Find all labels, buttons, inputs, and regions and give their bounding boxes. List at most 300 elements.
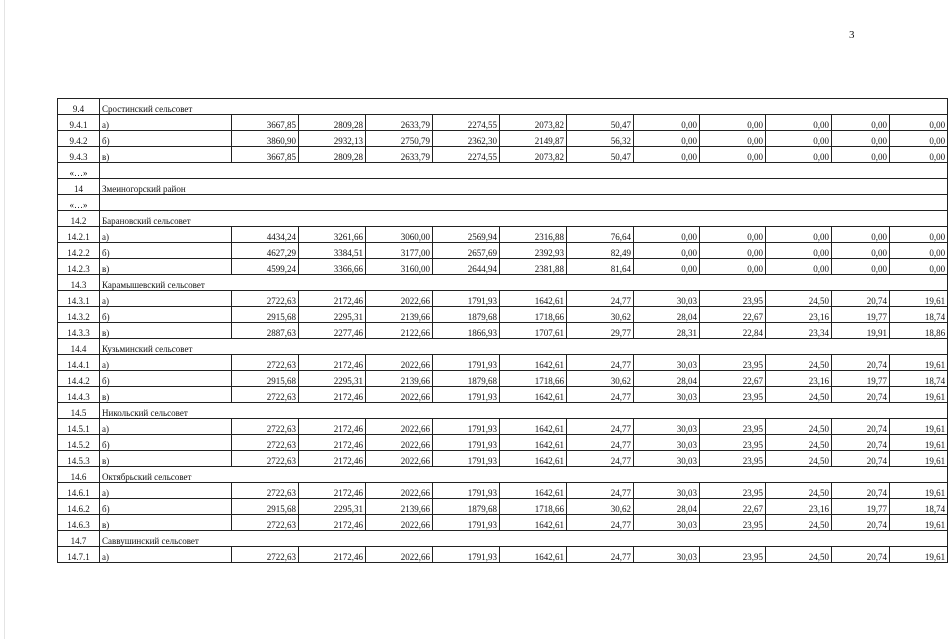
value-cell: 2295,31 <box>299 371 366 387</box>
value-cell: 0,00 <box>634 259 700 275</box>
value-cell: 30,03 <box>634 515 700 531</box>
value-cell: 1642,61 <box>500 355 567 371</box>
section-title: Кузьминский сельсовет <box>100 339 948 355</box>
value-cell: 23,16 <box>766 307 832 323</box>
value-cell: 2022,66 <box>366 515 433 531</box>
value-cell: 30,03 <box>634 291 700 307</box>
value-cell: 23,95 <box>700 419 766 435</box>
value-cell: 30,03 <box>634 387 700 403</box>
section-row <box>58 339 948 355</box>
value-cell: 81,64 <box>567 259 634 275</box>
value-cell: 2022,66 <box>366 355 433 371</box>
section-row <box>58 403 948 419</box>
row-code: 14.2.1 <box>58 227 100 243</box>
value-cell: 1791,93 <box>433 547 500 563</box>
value-cell: 20,74 <box>832 387 890 403</box>
value-cell: 20,74 <box>832 547 890 563</box>
row-code: 14.7 <box>58 531 100 547</box>
value-cell: 2022,66 <box>366 435 433 451</box>
value-cell: 19,61 <box>890 451 948 467</box>
row-code: «…» <box>58 163 100 179</box>
value-cell: 2915,68 <box>232 307 299 323</box>
value-cell: 2633,79 <box>366 115 433 131</box>
table-row <box>58 387 948 403</box>
value-cell: 2172,46 <box>299 483 366 499</box>
value-cell: 2022,66 <box>366 451 433 467</box>
row-code: 14.3.2 <box>58 307 100 323</box>
row-label: а) <box>100 547 232 563</box>
value-cell: 2633,79 <box>366 147 433 163</box>
table-row <box>58 323 948 339</box>
value-cell: 2887,63 <box>232 323 299 339</box>
value-cell: 18,74 <box>890 371 948 387</box>
value-cell: 1879,68 <box>433 371 500 387</box>
value-cell: 2932,13 <box>299 131 366 147</box>
value-cell: 50,47 <box>567 147 634 163</box>
row-label: б) <box>100 307 232 323</box>
value-cell: 20,74 <box>832 451 890 467</box>
value-cell: 23,95 <box>700 515 766 531</box>
value-cell: 24,77 <box>567 483 634 499</box>
row-code: 14.2.3 <box>58 259 100 275</box>
value-cell: 2172,46 <box>299 547 366 563</box>
value-cell: 1642,61 <box>500 547 567 563</box>
value-cell: 30,03 <box>634 547 700 563</box>
value-cell: 0,00 <box>890 243 948 259</box>
value-cell: 1866,93 <box>433 323 500 339</box>
row-code: 14.4.3 <box>58 387 100 403</box>
value-cell: 24,77 <box>567 547 634 563</box>
value-cell: 2022,66 <box>366 483 433 499</box>
value-cell: 4599,24 <box>232 259 299 275</box>
section-title: Барановский сельсовет <box>100 211 948 227</box>
row-code: 14.6.3 <box>58 515 100 531</box>
value-cell: 24,77 <box>567 387 634 403</box>
value-cell: 0,00 <box>832 147 890 163</box>
value-cell: 1791,93 <box>433 435 500 451</box>
row-code: 9.4.3 <box>58 147 100 163</box>
value-cell: 24,77 <box>567 451 634 467</box>
value-cell: 30,03 <box>634 435 700 451</box>
value-cell: 19,77 <box>832 307 890 323</box>
value-cell: 28,04 <box>634 307 700 323</box>
value-cell: 0,00 <box>832 131 890 147</box>
row-code: 14.5.1 <box>58 419 100 435</box>
value-cell: 0,00 <box>700 147 766 163</box>
row-code: 14.5.2 <box>58 435 100 451</box>
value-cell: 2139,66 <box>366 499 433 515</box>
section-row <box>58 99 948 115</box>
value-cell: 3667,85 <box>232 147 299 163</box>
value-cell: 0,00 <box>634 115 700 131</box>
value-cell: 3860,90 <box>232 131 299 147</box>
value-cell: 3177,00 <box>366 243 433 259</box>
value-cell: 0,00 <box>634 227 700 243</box>
value-cell: 1642,61 <box>500 387 567 403</box>
value-cell: 24,50 <box>766 355 832 371</box>
value-cell: 24,77 <box>567 419 634 435</box>
value-cell: 19,77 <box>832 499 890 515</box>
value-cell: 3060,00 <box>366 227 433 243</box>
value-cell: 2722,63 <box>232 515 299 531</box>
section-row <box>58 179 948 195</box>
table-row <box>58 451 948 467</box>
table-row <box>58 243 948 259</box>
value-cell: 30,62 <box>567 371 634 387</box>
value-cell: 19,61 <box>890 419 948 435</box>
row-code: 14.5.3 <box>58 451 100 467</box>
row-label: в) <box>100 323 232 339</box>
value-cell: 1718,66 <box>500 499 567 515</box>
row-code: 14.3.3 <box>58 323 100 339</box>
value-cell: 23,95 <box>700 435 766 451</box>
value-cell: 1707,61 <box>500 323 567 339</box>
value-cell: 2022,66 <box>366 419 433 435</box>
value-cell: 1879,68 <box>433 499 500 515</box>
value-cell: 30,62 <box>567 307 634 323</box>
tariff-table <box>57 98 948 563</box>
value-cell: 1791,93 <box>433 419 500 435</box>
row-label: в) <box>100 147 232 163</box>
value-cell: 56,32 <box>567 131 634 147</box>
value-cell: 2295,31 <box>299 307 366 323</box>
value-cell: 1791,93 <box>433 451 500 467</box>
row-code: 14.3.1 <box>58 291 100 307</box>
value-cell: 2915,68 <box>232 499 299 515</box>
value-cell: 0,00 <box>890 259 948 275</box>
value-cell: 30,03 <box>634 483 700 499</box>
table-row <box>58 115 948 131</box>
value-cell: 1642,61 <box>500 419 567 435</box>
value-cell: 0,00 <box>766 259 832 275</box>
value-cell: 19,61 <box>890 355 948 371</box>
value-cell: 24,77 <box>567 435 634 451</box>
value-cell: 2172,46 <box>299 435 366 451</box>
value-cell: 24,77 <box>567 515 634 531</box>
value-cell: 2809,28 <box>299 147 366 163</box>
value-cell: 82,49 <box>567 243 634 259</box>
row-code: 14.3 <box>58 275 100 291</box>
table-row <box>58 547 948 563</box>
row-code: 14.4.2 <box>58 371 100 387</box>
row-label: а) <box>100 291 232 307</box>
row-label: а) <box>100 419 232 435</box>
value-cell: 23,95 <box>700 355 766 371</box>
value-cell: 30,03 <box>634 451 700 467</box>
value-cell: 2022,66 <box>366 387 433 403</box>
value-cell: 0,00 <box>634 147 700 163</box>
table-row <box>58 435 948 451</box>
value-cell: 4434,24 <box>232 227 299 243</box>
row-label: б) <box>100 243 232 259</box>
section-title: Октябрьский сельсовет <box>100 467 948 483</box>
value-cell: 2750,79 <box>366 131 433 147</box>
table-row <box>58 355 948 371</box>
value-cell: 2316,88 <box>500 227 567 243</box>
row-label: в) <box>100 387 232 403</box>
value-cell: 2172,46 <box>299 291 366 307</box>
row-label: а) <box>100 483 232 499</box>
value-cell: 24,50 <box>766 515 832 531</box>
value-cell: 0,00 <box>700 115 766 131</box>
value-cell: 1718,66 <box>500 371 567 387</box>
value-cell: 0,00 <box>766 243 832 259</box>
section-row <box>58 467 948 483</box>
value-cell: 24,50 <box>766 387 832 403</box>
value-cell: 19,61 <box>890 435 948 451</box>
value-cell: 0,00 <box>700 259 766 275</box>
value-cell: 20,74 <box>832 419 890 435</box>
value-cell: 30,03 <box>634 355 700 371</box>
value-cell: 2569,94 <box>433 227 500 243</box>
table-row <box>58 259 948 275</box>
value-cell: 28,04 <box>634 499 700 515</box>
value-cell: 2274,55 <box>433 115 500 131</box>
value-cell: 24,50 <box>766 451 832 467</box>
value-cell: 23,95 <box>700 547 766 563</box>
value-cell: 0,00 <box>766 227 832 243</box>
value-cell: 28,04 <box>634 371 700 387</box>
row-label: в) <box>100 515 232 531</box>
table-row <box>58 147 948 163</box>
value-cell: 28,31 <box>634 323 700 339</box>
row-label: а) <box>100 115 232 131</box>
row-code: 14.2 <box>58 211 100 227</box>
value-cell: 3160,00 <box>366 259 433 275</box>
value-cell: 50,47 <box>567 115 634 131</box>
table-row <box>58 499 948 515</box>
value-cell: 3384,51 <box>299 243 366 259</box>
value-cell: 2073,82 <box>500 147 567 163</box>
value-cell: 2657,69 <box>433 243 500 259</box>
value-cell: 2915,68 <box>232 371 299 387</box>
value-cell: 30,03 <box>634 419 700 435</box>
value-cell: 2073,82 <box>500 115 567 131</box>
value-cell: 19,61 <box>890 483 948 499</box>
value-cell: 29,77 <box>567 323 634 339</box>
value-cell: 2722,63 <box>232 451 299 467</box>
value-cell: 20,74 <box>832 515 890 531</box>
value-cell: 1791,93 <box>433 515 500 531</box>
value-cell: 20,74 <box>832 355 890 371</box>
value-cell: 0,00 <box>766 131 832 147</box>
value-cell: 2277,46 <box>299 323 366 339</box>
value-cell: 19,61 <box>890 547 948 563</box>
value-cell: 2172,46 <box>299 387 366 403</box>
value-cell: 19,91 <box>832 323 890 339</box>
value-cell: 2809,28 <box>299 115 366 131</box>
table-row <box>58 307 948 323</box>
section-title: Саввушинский сельсовет <box>100 531 948 547</box>
value-cell: 23,95 <box>700 291 766 307</box>
row-code: 14.6.1 <box>58 483 100 499</box>
value-cell: 1642,61 <box>500 483 567 499</box>
value-cell: 22,67 <box>700 499 766 515</box>
value-cell: 23,34 <box>766 323 832 339</box>
row-code: 14.4 <box>58 339 100 355</box>
value-cell: 18,74 <box>890 499 948 515</box>
page-edge <box>4 0 5 639</box>
section-title: Змеиногорский район <box>100 179 948 195</box>
value-cell: 2122,66 <box>366 323 433 339</box>
value-cell: 0,00 <box>832 115 890 131</box>
value-cell: 22,67 <box>700 307 766 323</box>
table-row <box>58 419 948 435</box>
value-cell: 18,86 <box>890 323 948 339</box>
value-cell: 0,00 <box>890 131 948 147</box>
value-cell: 0,00 <box>766 115 832 131</box>
value-cell: 24,50 <box>766 483 832 499</box>
table-row <box>58 291 948 307</box>
value-cell: 3261,66 <box>299 227 366 243</box>
value-cell: 2392,93 <box>500 243 567 259</box>
row-code: 14.4.1 <box>58 355 100 371</box>
value-cell: 24,77 <box>567 355 634 371</box>
table-row <box>58 515 948 531</box>
row-label: а) <box>100 355 232 371</box>
value-cell: 0,00 <box>700 243 766 259</box>
section-row <box>58 531 948 547</box>
value-cell: 2722,63 <box>232 355 299 371</box>
value-cell: 23,16 <box>766 371 832 387</box>
row-code: 14.6 <box>58 467 100 483</box>
row-code: 14.7.1 <box>58 547 100 563</box>
section-title <box>100 163 948 179</box>
section-row <box>58 195 948 211</box>
value-cell: 2022,66 <box>366 291 433 307</box>
value-cell: 1718,66 <box>500 307 567 323</box>
value-cell: 20,74 <box>832 291 890 307</box>
value-cell: 22,84 <box>700 323 766 339</box>
section-title: Сростинский сельсовет <box>100 99 948 115</box>
table-row <box>58 483 948 499</box>
page-number: 3 <box>849 29 855 41</box>
section-title: Карамышевский сельсовет <box>100 275 948 291</box>
value-cell: 2722,63 <box>232 547 299 563</box>
value-cell: 0,00 <box>766 147 832 163</box>
row-code: 14.2.2 <box>58 243 100 259</box>
section-title: Никольский сельсовет <box>100 403 948 419</box>
value-cell: 19,61 <box>890 387 948 403</box>
value-cell: 0,00 <box>700 227 766 243</box>
value-cell: 0,00 <box>634 131 700 147</box>
value-cell: 0,00 <box>832 259 890 275</box>
row-label: б) <box>100 499 232 515</box>
value-cell: 0,00 <box>700 131 766 147</box>
value-cell: 23,95 <box>700 483 766 499</box>
value-cell: 2149,87 <box>500 131 567 147</box>
value-cell: 24,50 <box>766 291 832 307</box>
value-cell: 2722,63 <box>232 291 299 307</box>
row-code: 14.5 <box>58 403 100 419</box>
value-cell: 20,74 <box>832 483 890 499</box>
value-cell: 23,95 <box>700 451 766 467</box>
value-cell: 1642,61 <box>500 515 567 531</box>
value-cell: 4627,29 <box>232 243 299 259</box>
section-row <box>58 211 948 227</box>
value-cell: 1791,93 <box>433 355 500 371</box>
value-cell: 2722,63 <box>232 387 299 403</box>
value-cell: 1791,93 <box>433 483 500 499</box>
row-label: в) <box>100 259 232 275</box>
row-label: б) <box>100 371 232 387</box>
row-code: 14 <box>58 179 100 195</box>
value-cell: 2722,63 <box>232 435 299 451</box>
value-cell: 24,50 <box>766 547 832 563</box>
value-cell: 30,62 <box>567 499 634 515</box>
value-cell: 2172,46 <box>299 451 366 467</box>
value-cell: 23,95 <box>700 387 766 403</box>
value-cell: 0,00 <box>832 227 890 243</box>
value-cell: 1642,61 <box>500 435 567 451</box>
value-cell: 19,61 <box>890 291 948 307</box>
row-label: б) <box>100 131 232 147</box>
value-cell: 20,74 <box>832 435 890 451</box>
table-body <box>58 99 948 563</box>
table-row <box>58 227 948 243</box>
value-cell: 2295,31 <box>299 499 366 515</box>
value-cell: 18,74 <box>890 307 948 323</box>
value-cell: 2362,30 <box>433 131 500 147</box>
table-row <box>58 371 948 387</box>
value-cell: 2274,55 <box>433 147 500 163</box>
value-cell: 22,67 <box>700 371 766 387</box>
row-code: 14.6.2 <box>58 499 100 515</box>
value-cell: 23,16 <box>766 499 832 515</box>
value-cell: 2722,63 <box>232 483 299 499</box>
value-cell: 1642,61 <box>500 451 567 467</box>
value-cell: 2139,66 <box>366 371 433 387</box>
value-cell: 3667,85 <box>232 115 299 131</box>
value-cell: 0,00 <box>890 115 948 131</box>
value-cell: 0,00 <box>634 243 700 259</box>
value-cell: 0,00 <box>832 243 890 259</box>
value-cell: 2172,46 <box>299 355 366 371</box>
value-cell: 19,61 <box>890 515 948 531</box>
value-cell: 2172,46 <box>299 515 366 531</box>
value-cell: 24,50 <box>766 419 832 435</box>
table-row <box>58 131 948 147</box>
value-cell: 1791,93 <box>433 291 500 307</box>
row-code: 9.4.1 <box>58 115 100 131</box>
row-label: а) <box>100 227 232 243</box>
value-cell: 76,64 <box>567 227 634 243</box>
value-cell: 19,77 <box>832 371 890 387</box>
value-cell: 0,00 <box>890 147 948 163</box>
section-row <box>58 163 948 179</box>
value-cell: 2381,88 <box>500 259 567 275</box>
value-cell: 2022,66 <box>366 547 433 563</box>
row-code: 9.4.2 <box>58 131 100 147</box>
value-cell: 0,00 <box>890 227 948 243</box>
value-cell: 1791,93 <box>433 387 500 403</box>
value-cell: 1642,61 <box>500 291 567 307</box>
row-code: 9.4 <box>58 99 100 115</box>
value-cell: 3366,66 <box>299 259 366 275</box>
section-row <box>58 275 948 291</box>
row-code: «…» <box>58 195 100 211</box>
value-cell: 24,77 <box>567 291 634 307</box>
value-cell: 2139,66 <box>366 307 433 323</box>
row-label: в) <box>100 451 232 467</box>
value-cell: 2644,94 <box>433 259 500 275</box>
value-cell: 2172,46 <box>299 419 366 435</box>
value-cell: 2722,63 <box>232 419 299 435</box>
section-title <box>100 195 948 211</box>
value-cell: 1879,68 <box>433 307 500 323</box>
value-cell: 24,50 <box>766 435 832 451</box>
row-label: б) <box>100 435 232 451</box>
